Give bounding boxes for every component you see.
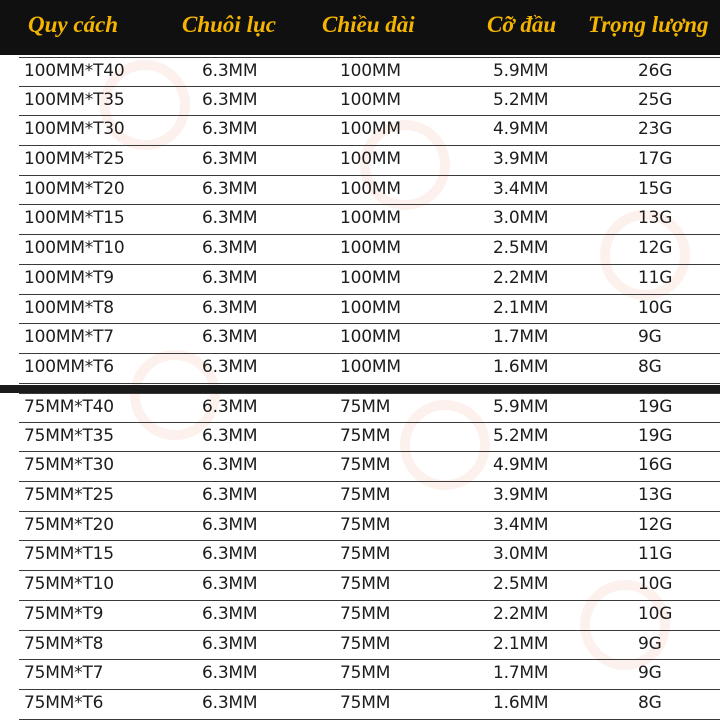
table-cell: 11G — [638, 267, 673, 288]
table-row — [19, 512, 720, 542]
table-cell: 100MM*T6 — [24, 356, 114, 377]
table-row — [19, 541, 720, 571]
table-cell: 75MM — [340, 633, 391, 654]
table-cell: 75MM — [340, 544, 391, 565]
table-cell: 3.9MM — [493, 485, 549, 506]
table-cell: 3.4MM — [493, 514, 549, 535]
table-cell: 6.3MM — [202, 149, 258, 170]
table-cell: 100MM*T9 — [24, 267, 114, 288]
table-cell: 100MM — [340, 119, 401, 140]
table-cell: 6.3MM — [202, 633, 258, 654]
table-cell: 25G — [638, 89, 673, 110]
table-cell: 4.9MM — [493, 455, 549, 476]
table-cell: 75MM*T35 — [24, 425, 114, 446]
table-cell: 6.3MM — [202, 238, 258, 259]
table-cell: 75MM — [340, 425, 391, 446]
table-cell: 75MM — [340, 663, 391, 684]
table-cell: 6.3MM — [202, 455, 258, 476]
table-cell: 6.3MM — [202, 574, 258, 595]
table-cell: 2.2MM — [493, 603, 549, 624]
table-cell: 6.3MM — [202, 356, 258, 377]
table-cell: 1.7MM — [493, 327, 549, 348]
table-row — [19, 87, 720, 117]
table-cell: 16G — [638, 455, 673, 476]
table-row — [19, 452, 720, 482]
table-cell: 75MM — [340, 574, 391, 595]
table-row — [19, 176, 720, 206]
table-cell: 6.3MM — [202, 485, 258, 506]
table-row — [19, 393, 720, 423]
table-cell: 6.3MM — [202, 178, 258, 199]
table-cell: 100MM*T20 — [24, 178, 125, 199]
table-row — [19, 205, 720, 235]
table-row — [19, 146, 720, 176]
header-quy-cach: Quy cách — [28, 12, 119, 37]
header-co-dau: Cỡ đầu — [487, 12, 557, 37]
table-row — [19, 324, 720, 354]
table-cell: 9G — [638, 327, 662, 348]
table-cell: 5.9MM — [493, 397, 549, 417]
table-cell: 15G — [638, 178, 673, 199]
table-cell: 26G — [638, 61, 673, 81]
table-cell: 10G — [638, 603, 673, 624]
header-trong-luong: Trọng lượng — [588, 12, 709, 37]
table-cell: 2.1MM — [493, 633, 549, 654]
table-cell: 6.3MM — [202, 327, 258, 348]
table-cell: 9G — [638, 663, 662, 684]
table-cell: 3.4MM — [493, 178, 549, 199]
table-cell: 6.3MM — [202, 544, 258, 565]
table-cell: 6.3MM — [202, 89, 258, 110]
table-row — [19, 601, 720, 631]
table-cell: 6.3MM — [202, 514, 258, 535]
table-cell: 6.3MM — [202, 61, 258, 81]
table-cell: 100MM — [340, 356, 401, 377]
table-cell: 75MM*T20 — [24, 514, 114, 535]
table-cell: 75MM — [340, 397, 391, 417]
table-cell: 8G — [638, 692, 662, 713]
table-cell: 2.2MM — [493, 267, 549, 288]
table-cell: 1.6MM — [493, 692, 549, 713]
table-cell: 19G — [638, 425, 673, 446]
table-row — [19, 482, 720, 512]
table-row — [19, 423, 720, 453]
table-cell: 23G — [638, 119, 673, 140]
table-cell: 12G — [638, 514, 673, 535]
table-cell: 3.0MM — [493, 208, 549, 229]
header-chuoi-luc: Chuôi lục — [182, 12, 276, 37]
table-row — [19, 690, 720, 720]
table-cell: 8G — [638, 356, 662, 377]
table-cell: 100MM — [340, 327, 401, 348]
table-cell: 6.3MM — [202, 663, 258, 684]
table-cell: 100MM*T8 — [24, 297, 114, 318]
table-cell: 75MM*T8 — [24, 633, 104, 654]
table-cell: 75MM*T10 — [24, 574, 114, 595]
table-cell: 3.9MM — [493, 149, 549, 170]
table-cell: 100MM*T10 — [24, 238, 125, 259]
table-cell: 6.3MM — [202, 267, 258, 288]
table-cell: 5.2MM — [493, 89, 549, 110]
table-cell: 75MM*T9 — [24, 603, 104, 624]
table-row — [19, 235, 720, 265]
table-cell: 75MM — [340, 692, 391, 713]
table-cell: 6.3MM — [202, 397, 258, 417]
table-cell: 100MM*T25 — [24, 149, 125, 170]
table-cell: 5.9MM — [493, 61, 549, 81]
table-cell: 100MM — [340, 297, 401, 318]
table-cell: 75MM — [340, 455, 391, 476]
table-cell: 6.3MM — [202, 692, 258, 713]
table-row — [19, 660, 720, 690]
table-cell: 100MM — [340, 208, 401, 229]
table-cell: 75MM*T6 — [24, 692, 104, 713]
table-cell: 100MM*T7 — [24, 327, 114, 348]
table-cell: 75MM*T25 — [24, 485, 114, 506]
table-row — [19, 57, 720, 87]
table-header — [0, 0, 720, 55]
table-row — [19, 571, 720, 601]
table-cell: 100MM*T15 — [24, 208, 125, 229]
table-cell: 4.9MM — [493, 119, 549, 140]
table-cell: 1.7MM — [493, 663, 549, 684]
table-cell: 3.0MM — [493, 544, 549, 565]
table-cell: 2.1MM — [493, 297, 549, 318]
table-row — [19, 354, 720, 384]
table-cell: 11G — [638, 544, 673, 565]
table-cell: 2.5MM — [493, 574, 549, 595]
table-cell: 100MM*T35 — [24, 89, 125, 110]
table-cell: 75MM*T40 — [24, 397, 114, 417]
table-cell: 75MM — [340, 603, 391, 624]
table-cell: 19G — [638, 397, 673, 417]
table-row — [19, 295, 720, 325]
table-cell: 100MM — [340, 89, 401, 110]
header-chieu-dai: Chiều dài — [322, 12, 415, 37]
table-cell: 75MM — [340, 485, 391, 506]
table-cell: 9G — [638, 633, 662, 654]
table-cell: 6.3MM — [202, 603, 258, 624]
table-cell: 75MM — [340, 514, 391, 535]
table-cell: 5.2MM — [493, 425, 549, 446]
table-100mm — [19, 57, 720, 384]
table-cell: 75MM*T7 — [24, 663, 104, 684]
table-cell: 100MM — [340, 238, 401, 259]
table-cell: 6.3MM — [202, 425, 258, 446]
table-cell: 100MM*T40 — [24, 61, 125, 81]
table-cell: 75MM*T15 — [24, 544, 114, 565]
table-cell: 6.3MM — [202, 297, 258, 318]
table-cell: 100MM — [340, 178, 401, 199]
table-cell: 10G — [638, 297, 673, 318]
table-cell: 12G — [638, 238, 673, 259]
table-row — [19, 631, 720, 661]
table-row — [19, 116, 720, 146]
table-cell: 100MM*T30 — [24, 119, 125, 140]
table-cell: 2.5MM — [493, 238, 549, 259]
table-cell: 1.6MM — [493, 356, 549, 377]
section-separator — [0, 385, 720, 393]
table-cell: 10G — [638, 574, 673, 595]
table-75mm — [19, 393, 720, 720]
table-row — [19, 265, 720, 295]
table-cell: 17G — [638, 149, 673, 170]
table-cell: 13G — [638, 208, 673, 229]
table-cell: 13G — [638, 485, 673, 506]
table-cell: 100MM — [340, 267, 401, 288]
table-cell: 75MM*T30 — [24, 455, 114, 476]
table-cell: 6.3MM — [202, 119, 258, 140]
table-cell: 100MM — [340, 61, 401, 81]
table-cell: 6.3MM — [202, 208, 258, 229]
table-cell: 100MM — [340, 149, 401, 170]
